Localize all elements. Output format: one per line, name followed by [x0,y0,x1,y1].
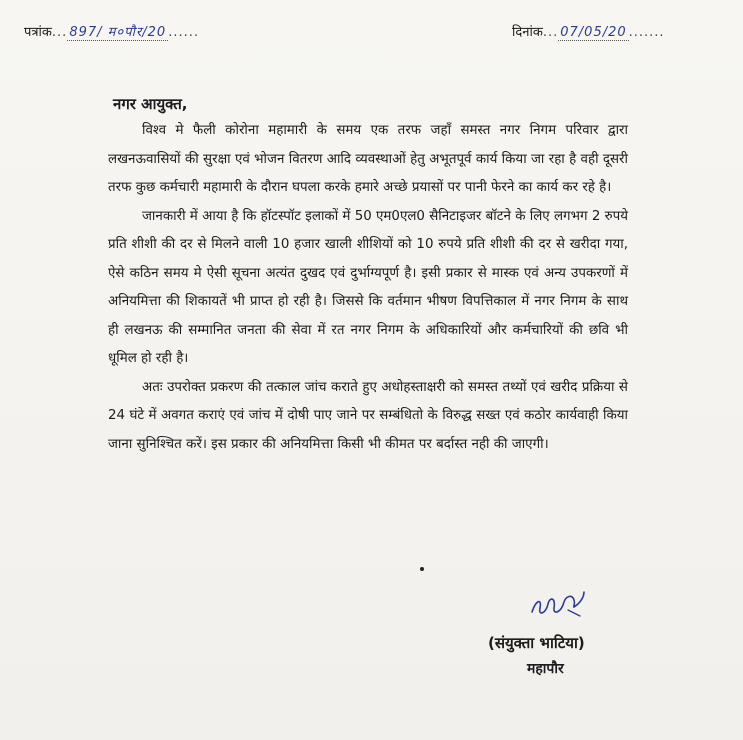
date-label: दिनांक [512,25,543,40]
handwritten-signature [528,588,588,622]
reference-value: 897/ म०पौर/20 [69,25,167,40]
paragraph-3: अतः उपरोक्त प्रकरण की तत्काल जांच कराते हुए अधोहस्ताक्षरी को समस्त तथ्यों एवं खरीद प्रक्रिया से 24 घंटे में अवगत कराएं एवं जांच में दोषी पाए जाने पर सम्बंधितो के विरुद्ध सख्त एवं कठोर कार्यवाही किया जाना सुनिश्चित करें। इस प्रकार की अनियमित्ता किसी भी कीमत पर बर्दास्त नही की जाएगी। [108,379,628,452]
letter-body [108,117,628,459]
paragraph-1: विश्व मे फैली कोरोना महामारी के समय एक तरफ जहाँ समस्त नगर निगम परिवार द्वारा लखनऊवासियों की सुरक्षा एवं भोजन वितरण आदि व्यवस्थाओं हेतु अभूतपूर्व कार्य किया जा रहा है वही दूसरी तरफ कुछ कर्मचारी महामारी के दौरान घपला करके हमारे अच्छे प्रयासों पर पानी फेरने का कार्य कर रहे है। [108,123,628,195]
signer-title: महापौर [527,661,564,677]
signer-name: (संयुक्ता भाटिया) [488,634,585,652]
ink-dot [420,567,424,571]
date-line: दिनांक... 07/05/20 ....... [512,25,665,40]
date-value: 07/05/20 [560,25,627,40]
reference-number: पत्रांक... 897/ म०पौर/20 ...... [24,25,199,40]
date-trail: ....... [628,25,665,40]
reference-trail: ...... [168,25,199,40]
paragraph-2: जानकारी में आया है कि हॉटस्पॉट इलाकों में 50 एम0एल0 सैनिटाइजर बॉटने के लिए लगभग 2 रुपये प्रति शीशी की दर से मिलने वाली 10 हजार खाली शीशियों को 10 रुपये प्रति शीशी की दर से खरीदा गया, ऐसे कठिन समय मे ऐसी सूचना अत्यंत दुखद एवं दुर्भाग्यपूर्ण है। इसी प्रकार से मास्क एवं अन्य उपकरणों में अनियमित्ता की शिकायतें भी प्राप्त हो रही है। जिससे कि वर्तमान भीषण विपत्तिकाल में नगर निगम के साथ ही लखनऊ की सम्मानित जनता की सेवा में रत नगर निगम के अधिकारियों और कर्मचारियों की छवि भी धूमिल हो रही है। [108,208,628,366]
reference-label: पत्रांक [24,25,52,40]
salutation: नगर आयुक्त, [113,95,188,113]
